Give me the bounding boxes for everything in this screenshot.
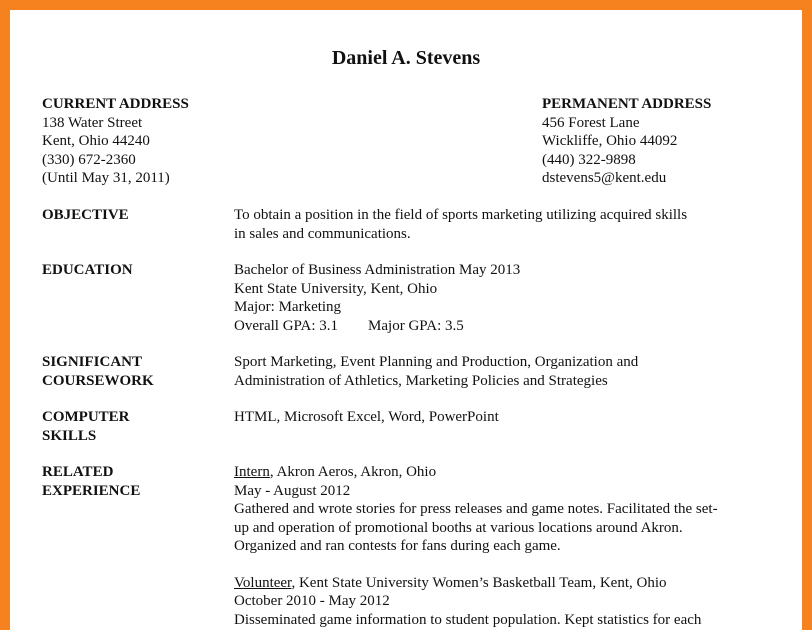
permanent-address-heading: PERMANENT ADDRESS <box>542 96 712 112</box>
job-desc-line: up and operation of promotional booths at various locations around Akron. <box>234 519 683 536</box>
experience-label <box>42 463 140 501</box>
education-major: Major: Marketing <box>234 299 342 315</box>
coursework-label <box>42 353 154 391</box>
experience-entries <box>234 463 759 629</box>
current-address-until: (Until May 31, 2011) <box>42 170 170 186</box>
permanent-address-email: dstevens5@kent.edu <box>542 170 667 186</box>
resume-page <box>10 10 802 630</box>
coursework-label-line: SIGNIFICANT <box>42 354 143 370</box>
permanent-address-block <box>542 95 711 188</box>
current-address-block <box>42 95 189 188</box>
education-degree: Bachelor of Business Administration May 2013 <box>234 262 521 278</box>
objective-line: To obtain a position in the field of sports marketing utilizing acquired skills <box>234 207 688 223</box>
current-address-phone: (330) 672-2360 <box>42 151 136 168</box>
objective-text <box>234 206 759 243</box>
objective-label: OBJECTIVE <box>42 207 129 223</box>
coursework-line: Sport Marketing, Event Planning and Production, Organization and <box>234 354 639 370</box>
permanent-address-line: Wickliffe, Ohio 44092 <box>542 133 678 149</box>
job-org: , Akron Aeros, Akron, Ohio <box>269 464 437 480</box>
education-label: EDUCATION <box>42 262 133 278</box>
computer-skills-label <box>42 408 130 446</box>
major-gpa: Major GPA: 3.5 <box>368 317 464 334</box>
current-address-line: 138 Water Street <box>42 114 143 131</box>
job-entry <box>234 574 759 630</box>
computer-skills-label-line: COMPUTER <box>42 409 130 425</box>
permanent-address-phone: (440) 322-9898 <box>542 151 636 168</box>
job-dates: October 2010 - May 2012 <box>234 593 390 609</box>
job-org: , Kent State University Women’s Basketball Team, Kent, Ohio <box>291 574 667 591</box>
job-dates: May - August 2012 <box>234 482 351 499</box>
job-desc-line: Disseminated game information to student population. Kept statistics for each <box>234 611 702 628</box>
objective-line: in sales and communications. <box>234 225 411 242</box>
job-role: Volunteer <box>234 574 292 591</box>
overall-gpa: Overall GPA: 3.1 <box>234 317 339 334</box>
current-address-line: Kent, Ohio 44240 <box>42 133 150 149</box>
education-school: Kent State University, Kent, Ohio <box>234 280 438 297</box>
computer-skills-text: HTML, Microsoft Excel, Word, PowerPoint <box>234 409 499 425</box>
coursework-label-line: COURSEWORK <box>42 373 154 389</box>
job-title-line <box>234 463 759 482</box>
job-entry <box>234 463 759 556</box>
job-desc-line: Gathered and wrote stories for press releases and game notes. Facilitated the set- <box>234 501 718 517</box>
experience-label-line: EXPERIENCE <box>42 483 141 499</box>
job-title-line <box>234 574 759 593</box>
coursework-text <box>234 353 759 390</box>
experience-label-line: RELATED <box>42 464 114 480</box>
education-text <box>234 261 759 335</box>
current-address-heading: CURRENT ADDRESS <box>42 96 189 112</box>
job-role: Intern <box>234 464 270 480</box>
job-desc-line: Organized and ran contests for fans during each game. <box>234 538 561 554</box>
applicant-name: Daniel A. Stevens <box>331 47 481 69</box>
permanent-address-line: 456 Forest Lane <box>542 114 640 131</box>
coursework-line: Administration of Athletics, Marketing Policies and Strategies <box>234 372 608 389</box>
education-gpa-line <box>234 317 759 336</box>
computer-skills-label-line: SKILLS <box>42 428 97 444</box>
